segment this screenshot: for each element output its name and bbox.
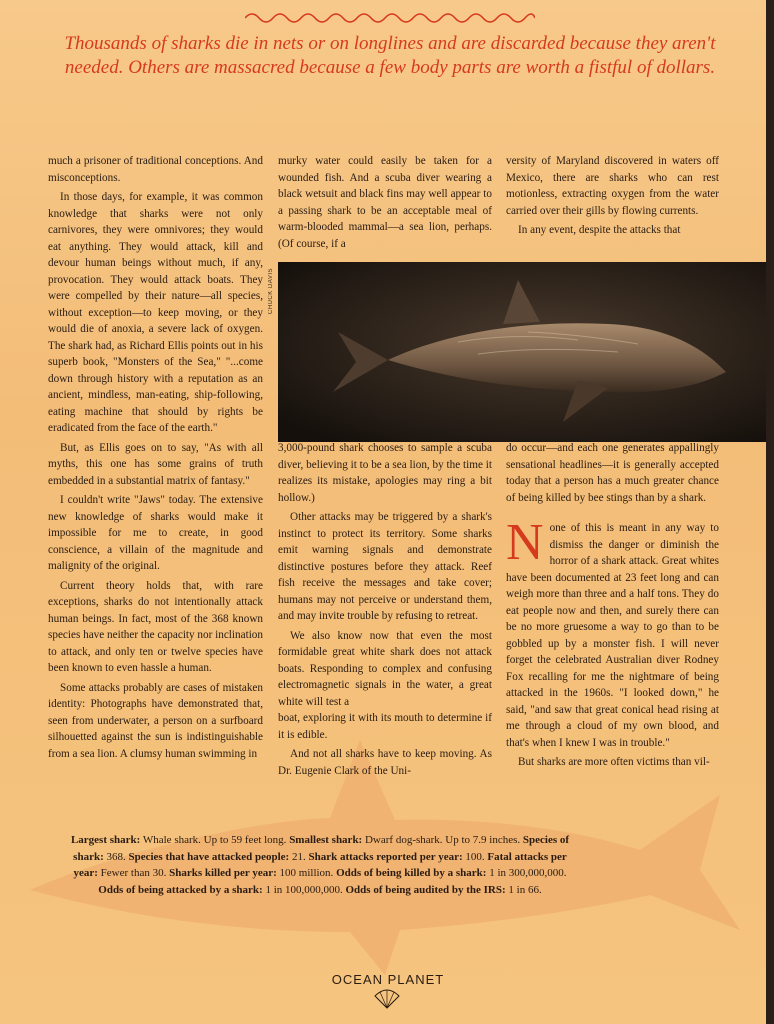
paragraph: We also know now that even the most formidable great white shark does not attack boats. Responding to complex and confusing electromagnetic signals in the water, a great white will test a [278, 629, 492, 708]
fact-value: Fewer than 30. [97, 867, 170, 879]
fact-label: Odds of being killed by a shark: [336, 867, 487, 879]
paragraph: do occur—and each one generates appallingly sensational headlines—it is generally accepted today that a person has a much greater chance of being killed by bee stings than by a shark. [506, 442, 719, 504]
paragraph: murky water could easily be taken for a wounded fish. And a scuba diver wearing a black wetsuit and black fins may well appear to a passing shark to be an acceptable meal of warm-blooded mammal—a sea lion, perhaps. (Of course, if a [278, 155, 492, 250]
paragraph: versity of Maryland discovered in waters off Mexico, there are sharks who can rest motionless, extracting oxygen from the water carried over their gills by flowing currents. [506, 155, 719, 217]
paragraph: Some attacks probably are cases of mistaken identity: Photographs have demonstrated that, seen from underwater, a person on a surfboard silhouetted against the sun is indistinguishable from a sea lion. A clumsy human swimming in [48, 681, 263, 760]
fact-value: 1 in 300,000,000. [486, 867, 567, 879]
fact-value: 100. [462, 850, 488, 863]
fact-label: Largest shark: [70, 834, 141, 846]
fact-value: Dwarf dog-shark. Up to 7.9 inches. [362, 834, 523, 846]
fact-value: Whale shark. Up to 59 feet long. [140, 834, 290, 846]
fact-label: Odds of being attacked by a shark: [98, 883, 263, 896]
fact-value: 368. [103, 850, 129, 863]
paragraph: I couldn't write "Jaws" today. The extensive new knowledge of sharks would make it impossible for me to create, in good conscience, a villain of the magnitude and malignity of the original. [48, 494, 263, 572]
shark-facts-box [60, 832, 580, 898]
article-column-3-bottom [506, 440, 719, 771]
paragraph: Other attacks may be triggered by a shark's instinct to protect its territory. Some sharks emit warning signals and demonstrate distinctive postures before they attack. Reef fish receive the messages and take cover; humans may not perceive or understand them, and may invite trouble by refusing to retreat. [278, 511, 492, 622]
fact-label: Fatal attacks per year: [73, 850, 567, 879]
article-column-2-top [278, 153, 492, 252]
article-column-3-top [506, 153, 719, 239]
decorative-wave-line [245, 10, 535, 26]
paragraph: In those days, for example, it was common knowledge that sharks were not only carnivores, they were omnivores; they would eat anything. They would attack, kill and devour human beings without much, if any, provocation. They would attack boats. They were compelled by their nature—all species, without exception—to keep moving, or they would die of anoxia, a severe lack of oxygen. The shark had, as Richard Ellis points out in his superb book, "Monsters of the Sea," "...come down through history with a reputation as an ancient, mindless, man-eating, ship-following, eating machine that should by rights be eradicated from the face of the earth." [48, 191, 263, 434]
fact-value: 1 in 100,000,000. [262, 883, 346, 896]
paragraph: much a prisoner of traditional conceptions. And misconceptions. [48, 155, 263, 184]
fact-label: Smallest shark: [289, 834, 363, 846]
fact-value: 1 in 66. [505, 883, 542, 896]
paragraph: And not all sharks have to keep moving. As Dr. Eugenie Clark of the Uni- [278, 748, 492, 777]
page-edge [766, 0, 774, 1024]
paragraph: boat, exploring it with its mouth to determine if it is edible. [278, 712, 492, 741]
fact-value: 100 million. [276, 867, 337, 879]
fact-label: Sharks killed per year: [169, 867, 277, 879]
ocean-planet-logo: OCEAN PLANET [331, 972, 445, 987]
pull-quote: Thousands of sharks die in nets or on longlines and are discarded because they aren't needed. Others are massacred because a few body parts are worth a fistful of dollars. [64, 33, 716, 78]
fact-value: 21. [289, 850, 309, 863]
paragraph-text: one of this is meant in any way to dismiss the danger or diminish the horror of a shark attack. Great whites have been documented at 23 feet long and can weigh more than three and a half tons. They do eat people now and then, and surely there can be no more gruesome a way to go than to be gobbled up by a monster fish. I will never forget the celebrated Australian diver Rodney Fox recalling for me the nightmare of being attacked in the 1960s. "I looked down," he said, "and saw that great conical head rising at me through a cloud of my own blood, and that's when I knew I was in trouble." [506, 522, 719, 749]
paragraph: 3,000-pound shark chooses to sample a scuba diver, believing it to be a sea lion, by the time it realizes its mistake, apologies may ring a bit hollow.) [278, 442, 492, 504]
paragraph: But, as Ellis goes on to say, "As with all myths, this one has some grains of truth embedded in a substantial matrix of fantasy." [48, 441, 263, 487]
fact-label: Odds of being audited by the IRS: [345, 883, 506, 896]
paragraph: But sharks are more often victims than vil- [518, 756, 710, 768]
great-white-shark-photo [278, 262, 768, 442]
fact-label: Species that have attacked people: [128, 850, 290, 863]
drop-cap: N [506, 514, 544, 571]
photo-credit: CHUCK DAVIS [268, 268, 274, 315]
shark-image [278, 262, 768, 442]
seashell-icon [372, 988, 402, 1010]
fact-label: Species of shark: [73, 834, 570, 863]
paragraph: Current theory holds that, with rare exceptions, sharks do not intentionally attack human beings. In fact, most of the 368 known species have neither the capacity nor inclination to attack, and only ten or twelve species have been known to even hassle a human. [48, 579, 263, 674]
dropcap-paragraph [506, 514, 719, 751]
fact-label: Shark attacks reported per year: [308, 850, 463, 863]
article-column-2-bottom [278, 440, 492, 779]
paragraph: In any event, despite the attacks that [518, 224, 681, 236]
article-column-1 [48, 153, 263, 762]
